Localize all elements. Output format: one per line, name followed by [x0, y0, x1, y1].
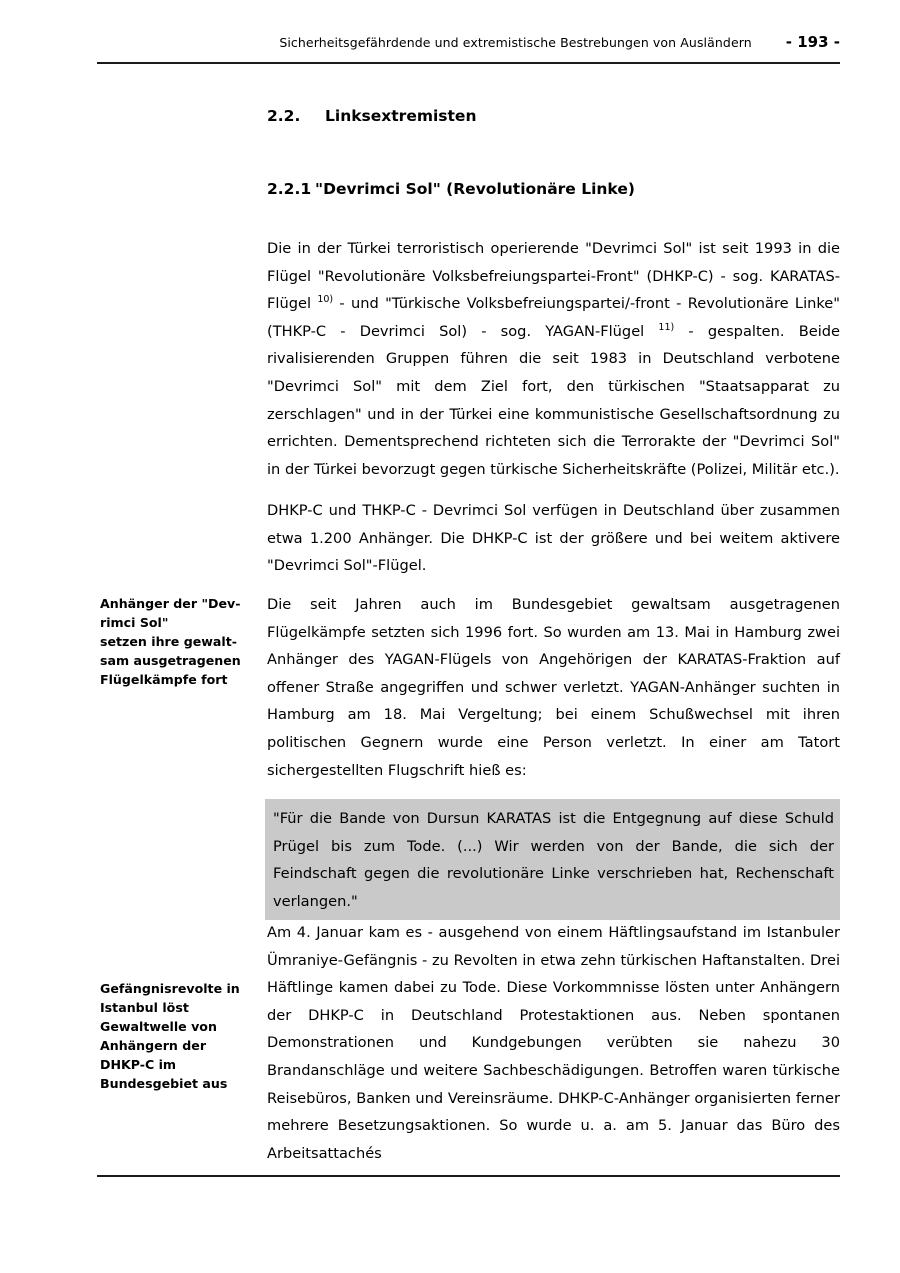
- margin-note-1: [100, 594, 260, 689]
- paragraph-block-5: [267, 919, 840, 1167]
- margin-note-2-line-1: Gefängnisrevolte in: [100, 981, 240, 996]
- highlighted-quote-block: [265, 799, 840, 920]
- margin-note-1-line-3: setzen ihre gewalt-: [100, 634, 237, 649]
- paragraph-5: Am 4. Januar kam es - ausgehend von einem Häftlingsaufstand im Istanbuler Ümraniye-Gefängnis - zu Revolten in etwa zehn türkischen Haftanstalten. Drei Häftlinge kamen dabei zu Tode. Diese Vorkommnisse lösten unter Anhängern der DHKP-C in Deutschland Protestaktionen aus. Neben spontanen Demonstrationen und Kundgebungen verübten sie nahezu 30 Brandanschläge und weitere Sachbeschädigungen. Betroffen waren türkische Reisebüros, Banken und Vereinsräume. DHKP-C-Anhänger organisierten ferner mehrere Besetzungsaktionen. So wurde u. a. am 5. Januar das Büro des Arbeitsattachés: [267, 924, 840, 1162]
- margin-note-1-line-2: rimci Sol": [100, 615, 169, 630]
- page-header: [97, 33, 840, 51]
- subsection-number: 2.2.1: [267, 180, 312, 198]
- paragraph-block-2: [267, 497, 840, 580]
- paragraph-1-part-a: Die in der Türkei terroristisch operierende "Devrimci Sol" ist seit 1993 in die Flügel "Revolutionäre Volksbefreiungspartei-Front" (DHKP-C) - sog. KARATAS-Flügel: [267, 240, 840, 313]
- margin-note-1-line-1: Anhänger der "Dev-: [100, 596, 241, 611]
- margin-note-2-line-5: DHKP-C im: [100, 1057, 177, 1072]
- margin-note-2-line-3: Gewaltwelle von: [100, 1019, 217, 1034]
- margin-note-2: [100, 979, 260, 1093]
- paragraph-block-3: [267, 591, 840, 784]
- subsection-heading-2-2-1: [267, 180, 635, 198]
- header-rule: [97, 62, 840, 64]
- margin-note-1-line-5: Flügelkämpfe fort: [100, 672, 228, 687]
- paragraph-1: [267, 235, 840, 483]
- margin-note-2-line-4: Anhängern der: [100, 1038, 207, 1053]
- section-title: Linksextremisten: [325, 107, 477, 125]
- paragraph-block-1: [267, 235, 840, 483]
- section-heading-2-2: [267, 107, 476, 125]
- footnote-marker-10: 10): [317, 294, 334, 306]
- quote-text: "Für die Bande von Dursun KARATAS ist die Entgegnung auf diese Schuld Prügel bis zum Tode. (...) Wir werden von der Bande, die sich der Feindschaft gegen die revolutionäre Linke verschrieben hat, Rechenschaft verlangen.": [273, 810, 834, 910]
- margin-note-2-line-6: Bundesgebiet aus: [100, 1076, 228, 1091]
- section-number: 2.2.: [267, 107, 301, 125]
- footer-rule: [97, 1175, 840, 1177]
- subsection-title: "Devrimci Sol" (Revolutionäre Linke): [315, 180, 635, 198]
- paragraph-2: DHKP-C und THKP-C - Devrimci Sol verfügen in Deutschland über zusammen etwa 1.200 Anhänger. Die DHKP-C ist der größere und bei weitem aktivere "Devrimci Sol"-Flügel.: [267, 502, 840, 575]
- paragraph-1-part-b: - und "Türkische Volksbefreiungspartei/-front - Revolutionäre Linke" (THKP-C - Devrimci Sol) - sog. YAGAN-Flügel: [267, 295, 840, 340]
- paragraph-3: Die seit Jahren auch im Bundesgebiet gewaltsam ausgetragenen Flügelkämpfe setzten sich 1996 fort. So wurden am 13. Mai in Hamburg zwei Anhänger des YAGAN-Flügels von Angehörigen der KARATAS-Fraktion auf offener Straße angegriffen und schwer verletzt. YAGAN-Anhänger suchten in Hamburg am 18. Mai Vergeltung; bei einem Schußwechsel mit ihren politischen Gegnern wurde eine Person verletzt. In einer am Tatort sichergestellten Flugschrift hieß es:: [267, 596, 840, 779]
- margin-note-2-line-2: Istanbul löst: [100, 1000, 189, 1015]
- margin-note-1-line-4: sam ausgetragenen: [100, 653, 241, 668]
- footnote-marker-11: 11): [658, 321, 675, 333]
- page-number: - 193 -: [785, 33, 840, 51]
- paragraph-1-part-c: - gespalten. Beide rivalisierenden Gruppen führen die seit 1983 in Deutschland verbotene "Devrimci Sol" mit dem Ziel fort, den türkischen "Staatsapparat zu zerschlagen" und in der Türkei eine kommunistische Gesellschaftsordnung zu errichten. Dementsprechend richteten sich die Terrorakte der "Devrimci Sol" in der Türkei bevorzugt gegen türkische Sicherheitskräfte (Polizei, Militär etc.).: [267, 322, 840, 478]
- header-title: Sicherheitsgefährdende und extremistische Bestrebungen von Ausländern: [279, 35, 752, 50]
